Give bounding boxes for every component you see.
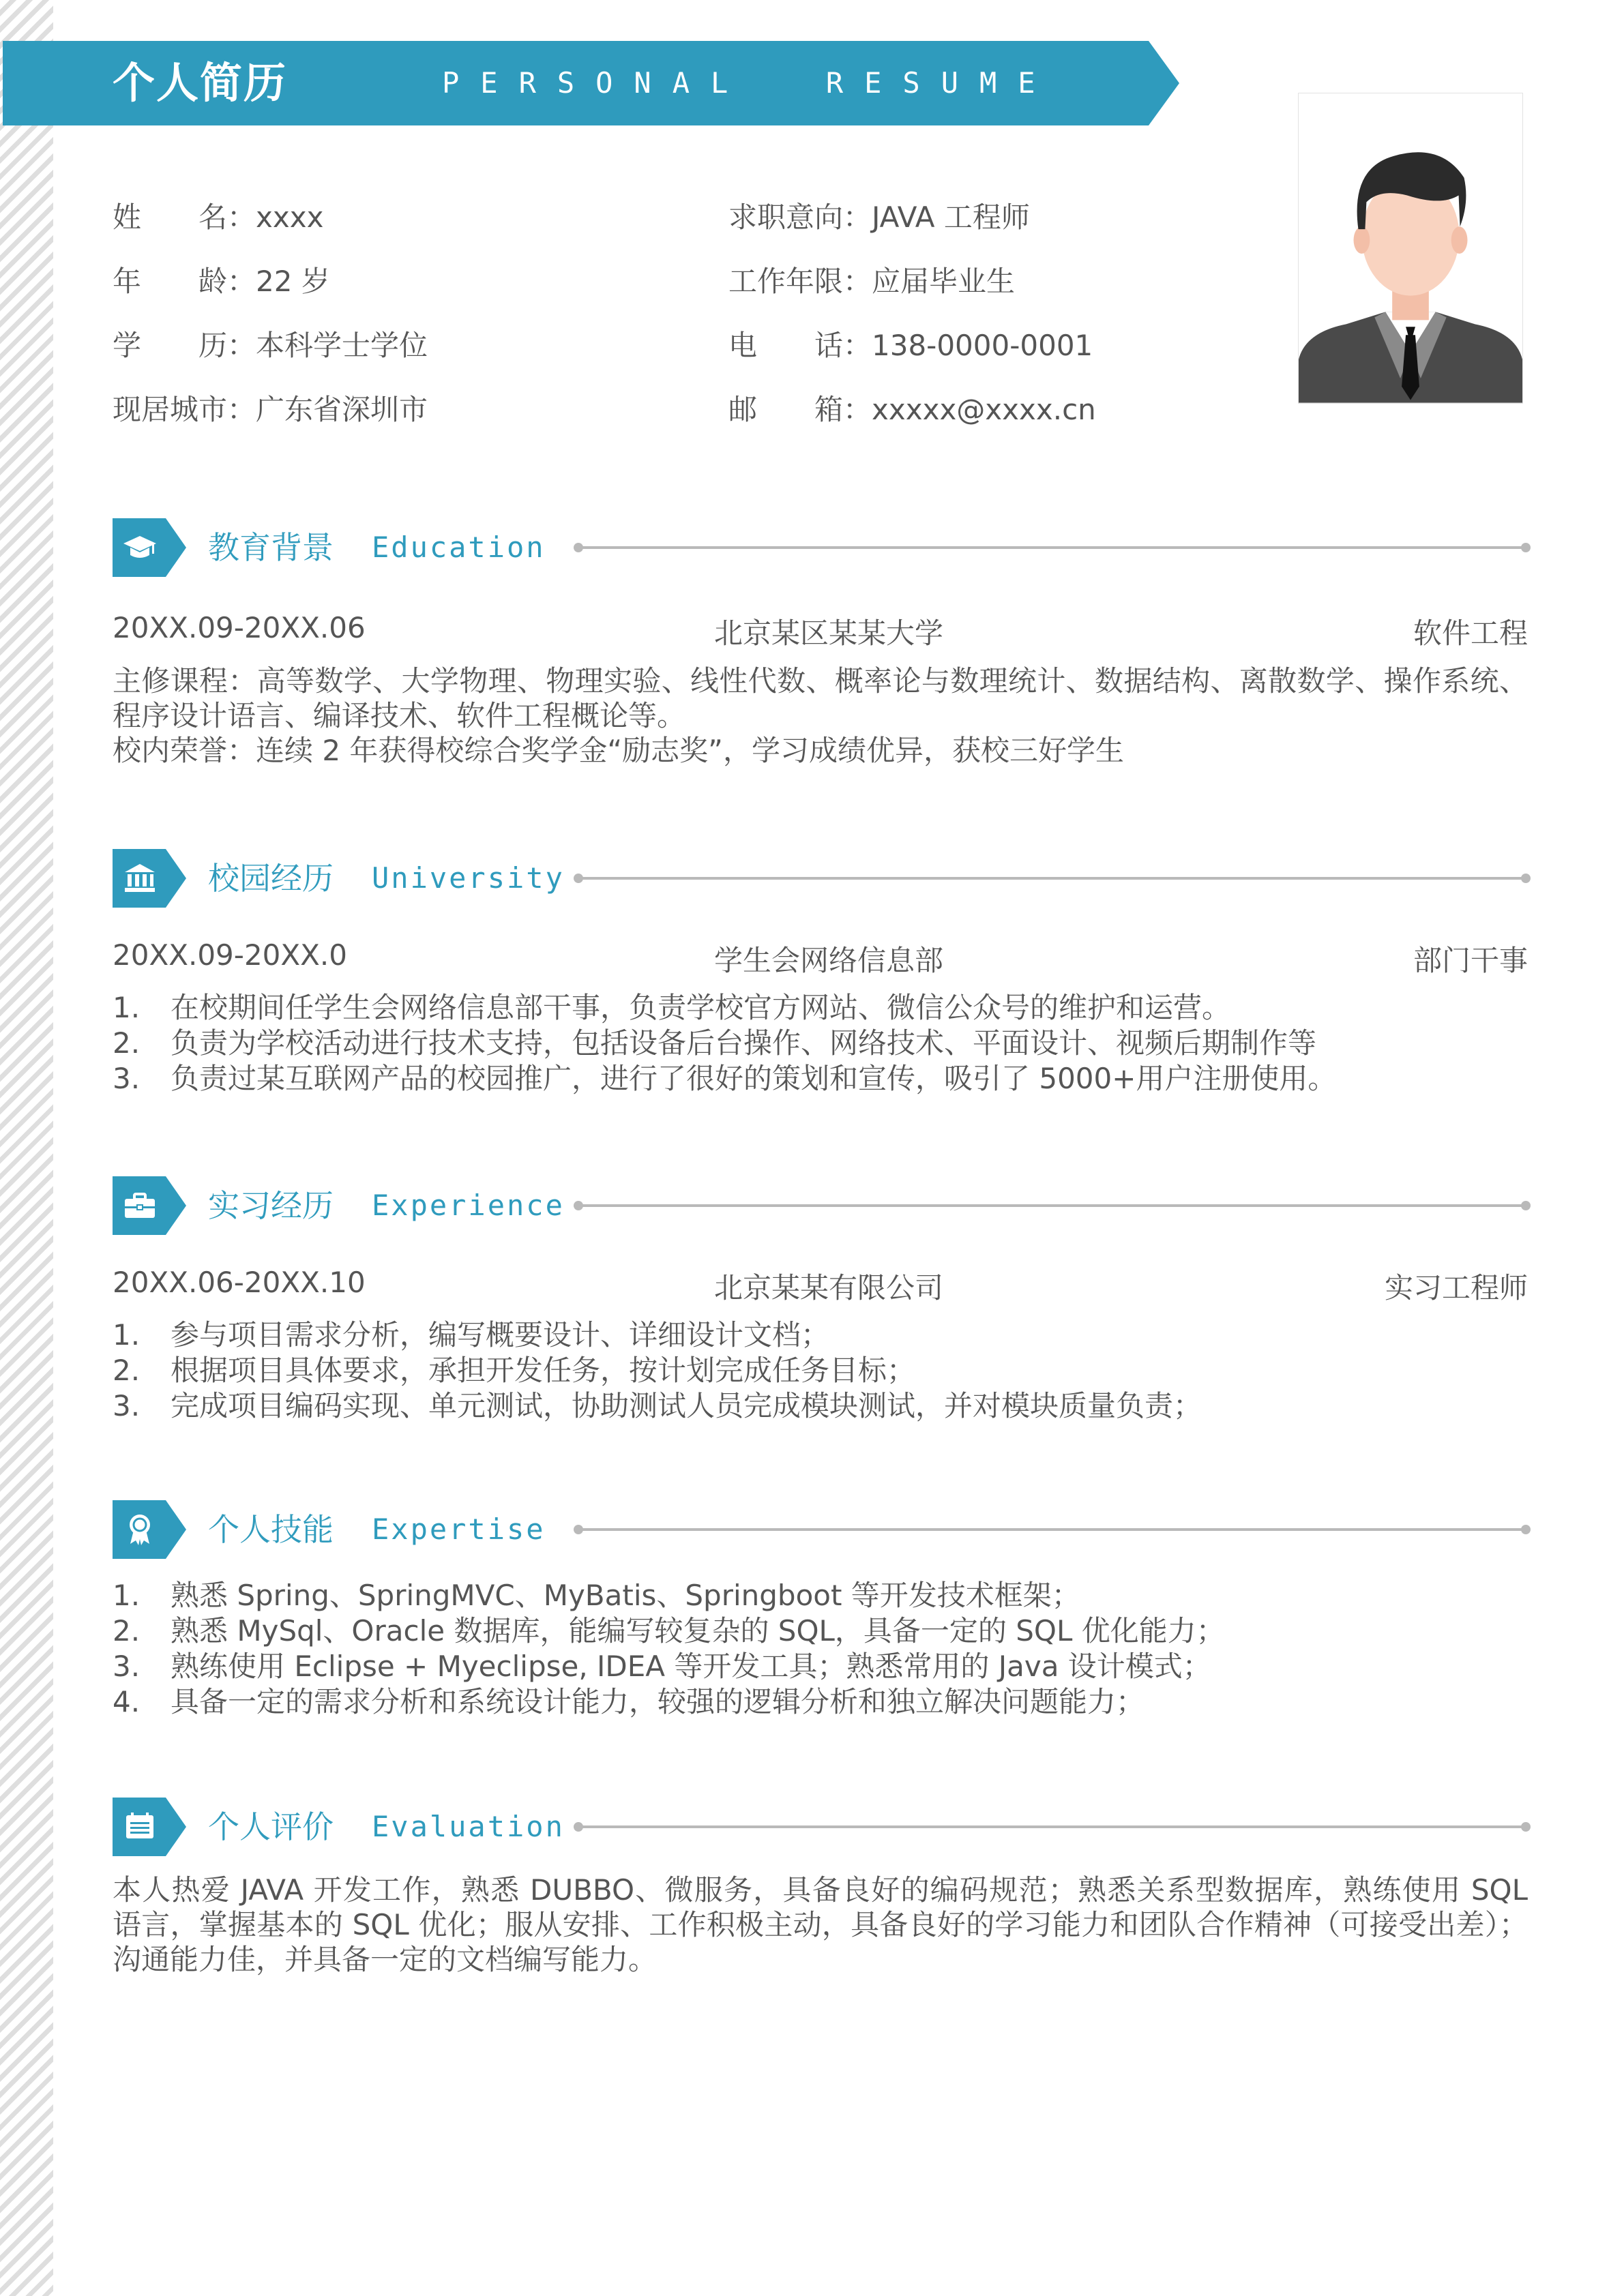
document-list-icon [122, 1808, 158, 1844]
education-courses: 主修课程：高等数学、大学物理、物理实验、线性代数、概率论与数理统计、数据结构、离散数学、操作系统、程序设计语言、编译技术、软件工程概论等。 [113, 664, 1528, 732]
section-badge [113, 518, 186, 577]
section-badge [113, 1500, 186, 1559]
resume-title: 个人简历 [113, 58, 288, 108]
entry-role: 实习工程师 [1384, 1271, 1528, 1304]
section-header-education [113, 518, 1528, 577]
section-divider [576, 877, 1528, 880]
section-title-en: Education [372, 531, 546, 564]
skills-list [113, 1578, 1528, 1720]
award-ribbon-icon [122, 1511, 158, 1547]
list-item: 4. 具备一定的需求分析和系统设计能力，较强的逻辑分析和独立解决问题能力； [113, 1685, 1145, 1718]
info-email: 邮 箱：xxxxx@xxxx.cn [728, 393, 1096, 426]
entry-organization: 学生会网络信息部 [714, 944, 944, 977]
info-work-years: 工作年限：应届毕业生 [728, 265, 1016, 298]
section-title-en: University [372, 861, 565, 895]
internship-entry-row [113, 1266, 1528, 1307]
institution-icon [122, 860, 158, 895]
info-job-intent: 求职意向：JAVA 工程师 [728, 200, 1030, 234]
section-title-en: Evaluation [372, 1810, 565, 1843]
profile-photo [1298, 93, 1523, 404]
section-divider [576, 1528, 1528, 1531]
section-title-cn: 校园经历 [208, 860, 334, 897]
entry-role: 软件工程 [1413, 616, 1528, 650]
section-divider [576, 1204, 1528, 1207]
section-title-cn: 个人评价 [208, 1808, 334, 1845]
section-title-cn: 实习经历 [208, 1187, 334, 1224]
info-phone: 电 话：138-0000-0001 [728, 329, 1093, 362]
decorative-stripe-bar [0, 0, 53, 2296]
entry-date: 20XX.09-20XX.0 [113, 938, 347, 972]
campus-list [113, 990, 1528, 1097]
list-item: 1. 参与项目需求分析，编写概要设计、详细设计文档； [113, 1318, 830, 1352]
list-item: 2. 熟悉 MySql、Oracle 数据库，能编写较复杂的 SQL，具备一定的 SQL 优化能力； [113, 1614, 1225, 1648]
graduation-cap-icon [122, 529, 158, 565]
entry-role: 部门干事 [1413, 944, 1528, 977]
section-divider [576, 1825, 1528, 1828]
section-title-cn: 教育背景 [208, 529, 334, 566]
list-item: 2. 负责为学校活动进行技术支持，包括设备后台操作、网络技术、平面设计、视频后期制作等 [113, 1026, 1317, 1060]
resume-subtitle: PERSONAL RESUME [442, 66, 1057, 100]
briefcase-icon [122, 1187, 158, 1223]
education-entry-row [113, 611, 1528, 652]
section-header-internship [113, 1176, 1528, 1235]
section-header-evaluation [113, 1798, 1528, 1856]
list-item: 1. 在校期间任学生会网络信息部干事，负责学校官方网站、微信公众号的维护和运营。 [113, 991, 1231, 1024]
list-item: 3. 负责过某互联网产品的校园推广，进行了很好的策划和宣传，吸引了 5000+用户注册使用。 [113, 1062, 1337, 1095]
education-honors: 校内荣誉：连续 2 年获得校综合奖学金“励志奖”，学习成绩优异，获校三好学生 [113, 734, 1124, 767]
list-item: 3. 熟练使用 Eclipse + Myeclipse, IDEA 等开发工具；熟悉常用的 Java 设计模式； [113, 1650, 1211, 1683]
section-header-skills [113, 1500, 1528, 1559]
campus-entry-row [113, 938, 1528, 979]
section-badge [113, 1798, 186, 1856]
section-title-en: Experience [372, 1189, 565, 1222]
entry-date: 20XX.09-20XX.06 [113, 611, 366, 644]
internship-list [113, 1317, 1528, 1424]
section-header-campus [113, 849, 1528, 908]
section-title-en: Expertise [372, 1512, 546, 1546]
section-divider [576, 546, 1528, 549]
entry-organization: 北京某区某某大学 [714, 616, 944, 650]
info-age: 年 龄：22 岁 [113, 265, 330, 298]
section-badge [113, 1176, 186, 1235]
info-name: 姓 名：xxxx [113, 200, 324, 234]
list-item: 2. 根据项目具体要求，承担开发任务，按计划完成任务目标； [113, 1354, 916, 1387]
entry-date: 20XX.06-20XX.10 [113, 1266, 366, 1299]
info-city: 现居城市：广东省深圳市 [113, 393, 428, 426]
list-item: 3. 完成项目编码实现、单元测试，协助测试人员完成模块测试，并对模块质量负责； [113, 1389, 1202, 1422]
section-title-cn: 个人技能 [208, 1511, 334, 1548]
info-education: 学 历：本科学士学位 [113, 329, 428, 362]
entry-organization: 北京某某有限公司 [714, 1271, 944, 1304]
avatar-illustration-icon [1299, 93, 1522, 403]
evaluation-text: 本人热爱 JAVA 开发工作，熟悉 DUBBO、微服务，具备良好的编码规范；熟悉关系型数据库，熟练使用 SQL 语言，掌握基本的 SQL 优化；服从安排、工作积极主动，具备良好的学习能力和团队合作精神（可接受出差）；沟通能力佳，并具备一定的文档编写能力。 [113, 1873, 1528, 1976]
section-badge [113, 849, 186, 908]
list-item: 1. 熟悉 Spring、SpringMVC、MyBatis、Springboot 等开发技术框架； [113, 1579, 1080, 1612]
